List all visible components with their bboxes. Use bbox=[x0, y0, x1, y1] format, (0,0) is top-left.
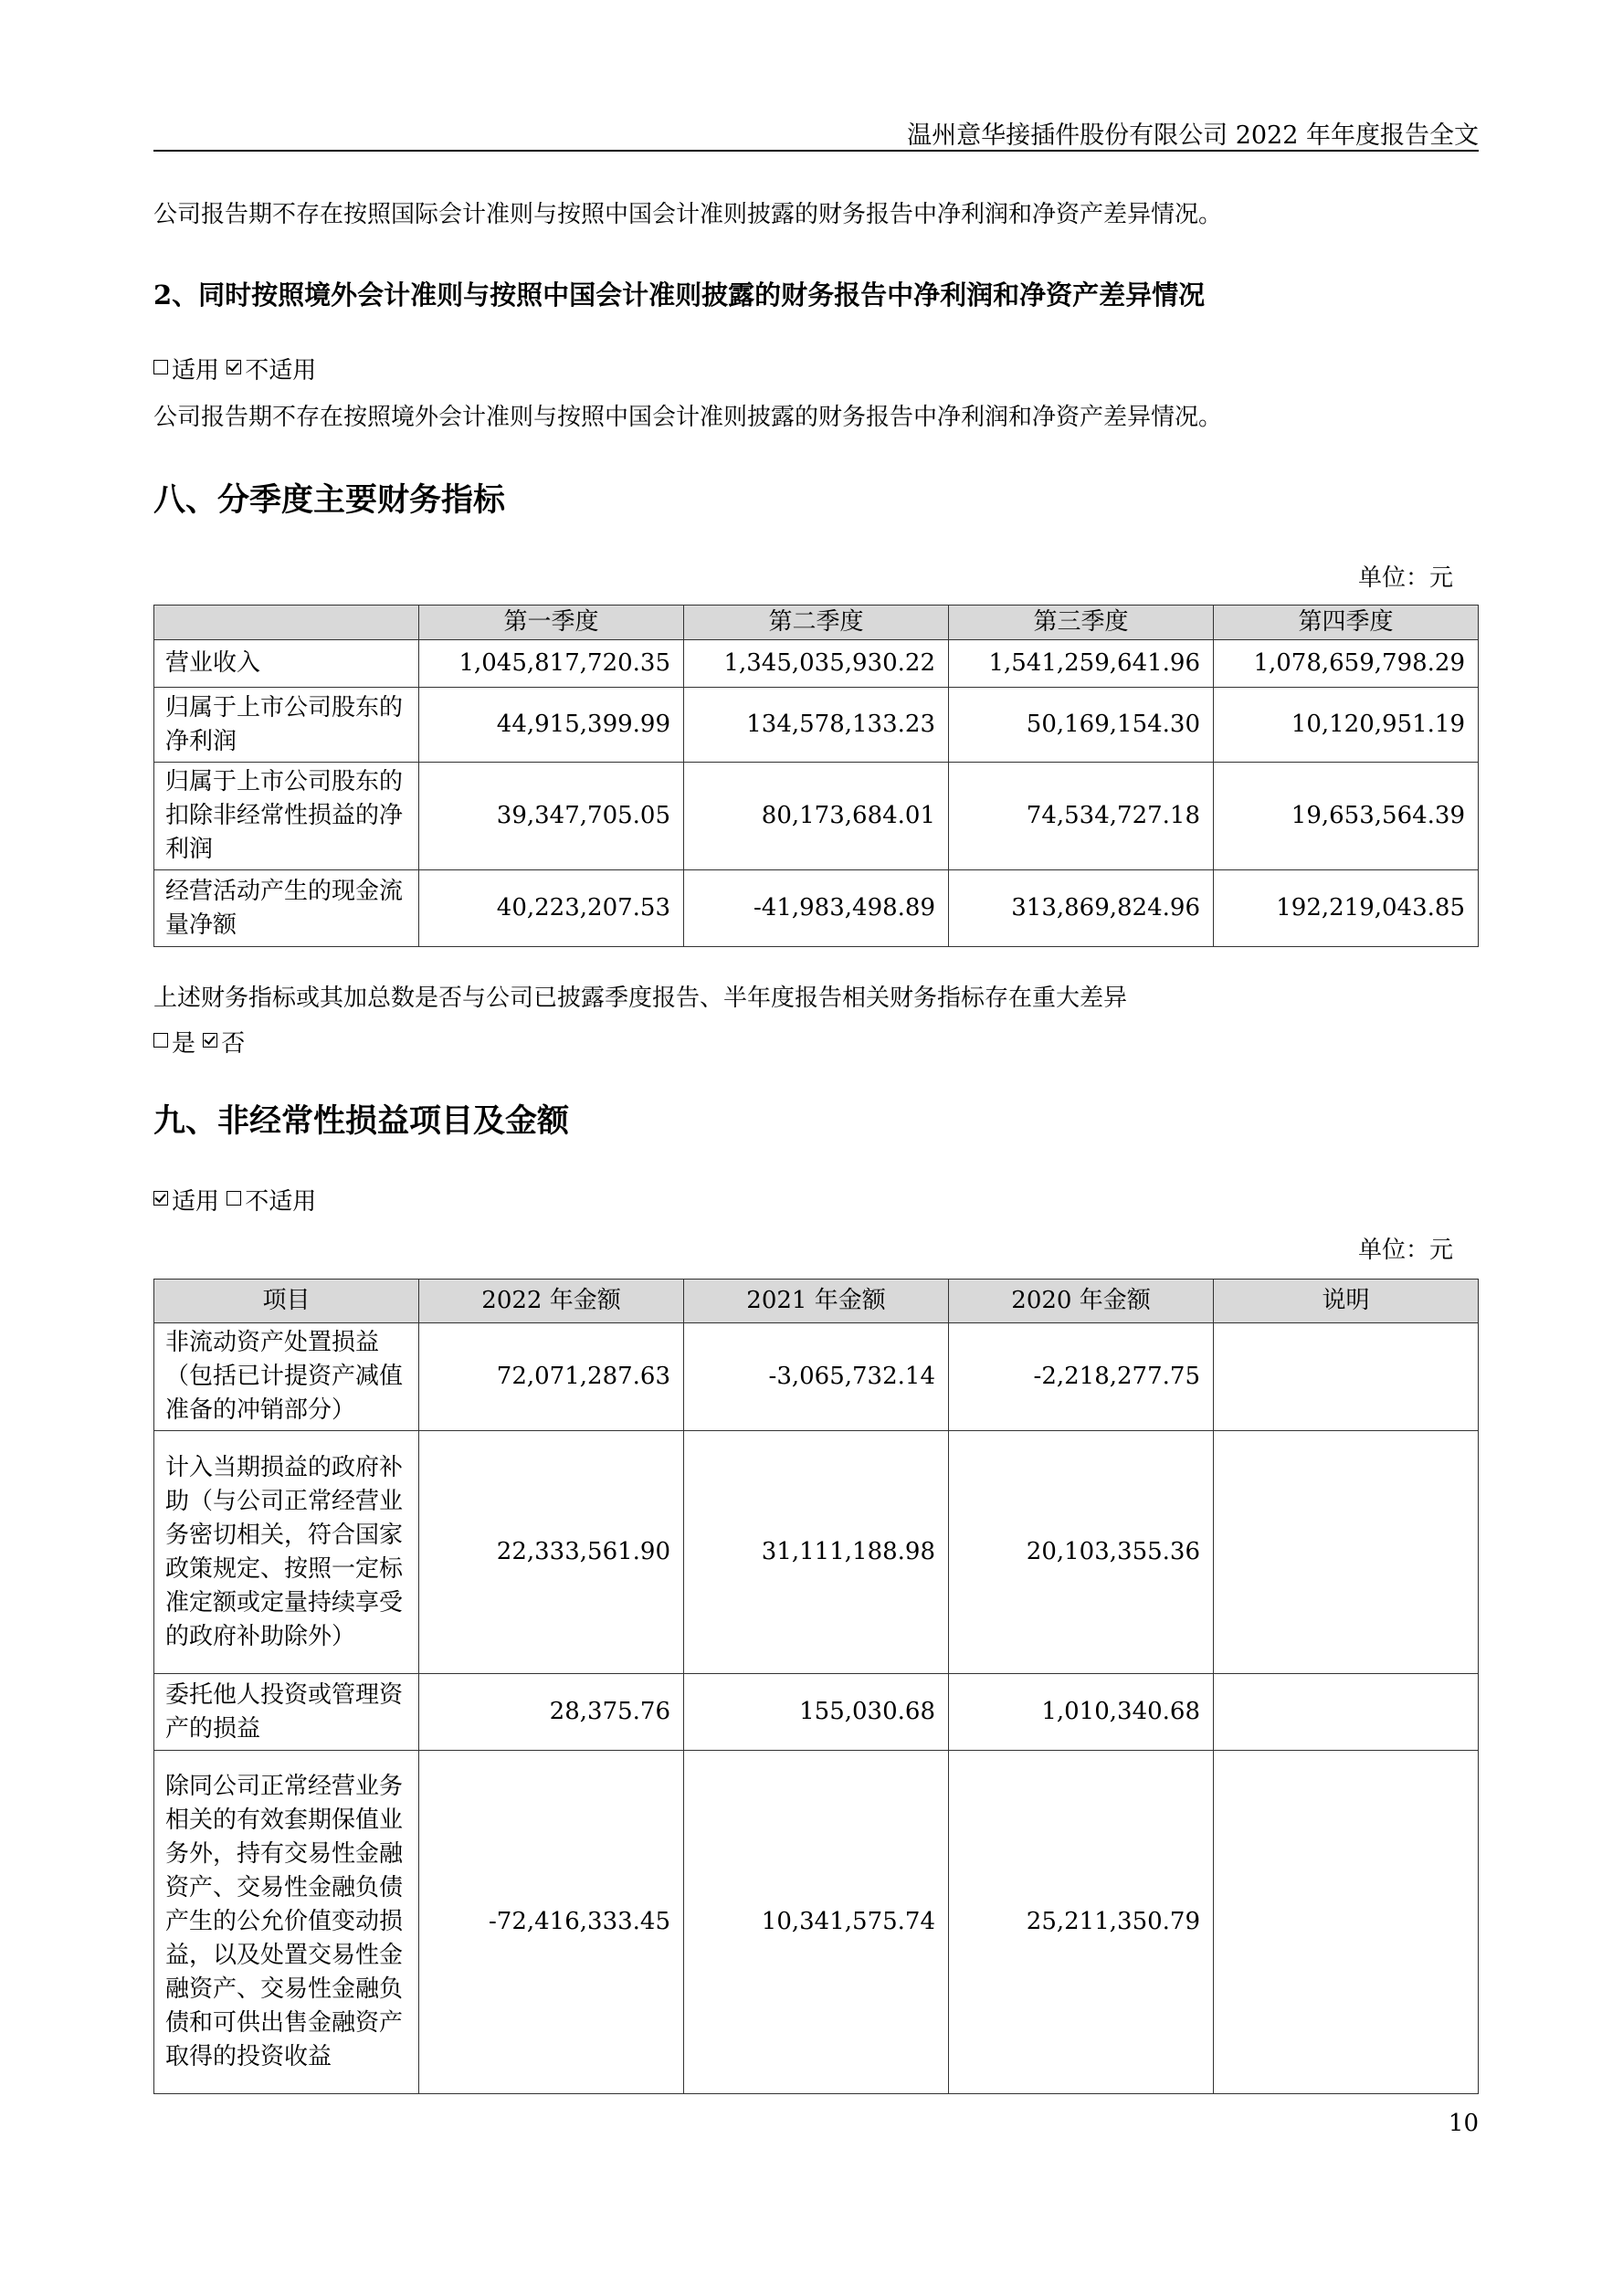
not-applicable-checkbox[interactable] bbox=[227, 1191, 241, 1206]
foreign-standards-heading: 2、同时按照境外会计准则与按照中国会计准则披露的财务报告中净利润和净资产差异情况 bbox=[153, 279, 1206, 311]
page-number: 10 bbox=[1448, 2110, 1479, 2137]
table-row bbox=[154, 1323, 1479, 1431]
variance-question: 上述财务指标或其加总数是否与公司已披露季度报告、半年度报告相关财务指标存在重大差异 bbox=[153, 985, 1128, 1012]
value-cell: 134,578,133.23 bbox=[684, 688, 949, 763]
yes-checkbox[interactable] bbox=[153, 1033, 168, 1048]
quarterly-table bbox=[153, 605, 1479, 947]
table-row bbox=[154, 640, 1479, 688]
value-cell: 80,173,684.01 bbox=[684, 763, 949, 870]
foreign-difference-note: 公司报告期不存在按照境外会计准则与按照中国会计准则披露的财务报告中净利润和净资产差异情况。 bbox=[153, 404, 1223, 431]
row-label: 计入当期损益的政府补助（与公司正常经营业务密切相关，符合国家政策规定、按照一定标准定额或定量持续享受的政府补助除外） bbox=[154, 1431, 419, 1674]
header-cell bbox=[154, 606, 419, 640]
quarterly-indicators-heading: 八、分季度主要财务指标 bbox=[153, 481, 506, 519]
not-applicable-checkbox[interactable] bbox=[227, 360, 241, 374]
table-row bbox=[154, 1674, 1479, 1751]
variance-answer: 是 否 bbox=[153, 1025, 245, 1058]
row-label: 营业收入 bbox=[154, 640, 419, 688]
applicable-checkbox[interactable] bbox=[153, 1191, 168, 1206]
value-cell: 20,103,355.36 bbox=[949, 1431, 1214, 1674]
no-checkbox[interactable] bbox=[203, 1033, 217, 1048]
non-recurring-table bbox=[153, 1279, 1479, 2094]
header-cell: 2022 年金额 bbox=[419, 1280, 684, 1323]
header-cell: 2020 年金额 bbox=[949, 1280, 1214, 1323]
table-row bbox=[154, 688, 1479, 763]
value-cell: 1,010,340.68 bbox=[949, 1674, 1214, 1751]
value-cell bbox=[1214, 1323, 1479, 1431]
report-header-title: 温州意华接插件股份有限公司 2022 年年度报告全文 bbox=[907, 121, 1479, 150]
value-cell: 10,341,575.74 bbox=[684, 1751, 949, 2094]
value-cell: 44,915,399.99 bbox=[419, 688, 684, 763]
value-cell: -3,065,732.14 bbox=[684, 1323, 949, 1431]
value-cell: -2,218,277.75 bbox=[949, 1323, 1214, 1431]
unit-label: 单位：元 bbox=[1357, 564, 1453, 592]
value-cell: 40,223,207.53 bbox=[419, 870, 684, 947]
value-cell: 1,045,817,720.35 bbox=[419, 640, 684, 688]
header-cell: 项目 bbox=[154, 1280, 419, 1323]
row-label: 归属于上市公司股东的扣除非经常性损益的净利润 bbox=[154, 763, 419, 870]
value-cell bbox=[1214, 1751, 1479, 2094]
row-label: 非流动资产处置损益（包括已计提资产减值准备的冲销部分） bbox=[154, 1323, 419, 1431]
row-label: 经营活动产生的现金流量净额 bbox=[154, 870, 419, 947]
table-row bbox=[154, 763, 1479, 870]
table-header-row bbox=[154, 606, 1479, 640]
value-cell: 10,120,951.19 bbox=[1214, 688, 1479, 763]
value-cell: 19,653,564.39 bbox=[1214, 763, 1479, 870]
header-divider bbox=[153, 150, 1479, 152]
row-label: 归属于上市公司股东的净利润 bbox=[154, 688, 419, 763]
value-cell: 192,219,043.85 bbox=[1214, 870, 1479, 947]
foreign-standards-applicability: 适用 不适用 bbox=[153, 352, 316, 385]
value-cell: 74,534,727.18 bbox=[949, 763, 1214, 870]
value-cell: 39,347,705.05 bbox=[419, 763, 684, 870]
value-cell: 28,375.76 bbox=[419, 1674, 684, 1751]
value-cell bbox=[1214, 1674, 1479, 1751]
value-cell: 1,345,035,930.22 bbox=[684, 640, 949, 688]
non-recurring-heading: 九、非经常性损益项目及金额 bbox=[153, 1102, 570, 1140]
value-cell: 155,030.68 bbox=[684, 1674, 949, 1751]
value-cell bbox=[1214, 1431, 1479, 1674]
header-cell: 2021 年金额 bbox=[684, 1280, 949, 1323]
value-cell: 25,211,350.79 bbox=[949, 1751, 1214, 2094]
header-cell: 第四季度 bbox=[1214, 606, 1479, 640]
value-cell: -72,416,333.45 bbox=[419, 1751, 684, 2094]
header-cell: 第三季度 bbox=[949, 606, 1214, 640]
table-row bbox=[154, 1751, 1479, 2094]
table-header-row bbox=[154, 1280, 1479, 1323]
row-label: 委托他人投资或管理资产的损益 bbox=[154, 1674, 419, 1751]
table-row bbox=[154, 1431, 1479, 1674]
non-recurring-applicability: 适用 不适用 bbox=[153, 1183, 316, 1216]
unit-label: 单位：元 bbox=[1357, 1237, 1453, 1264]
ifrs-difference-note: 公司报告期不存在按照国际会计准则与按照中国会计准则披露的财务报告中净利润和净资产差异情况。 bbox=[153, 201, 1223, 228]
value-cell: -41,983,498.89 bbox=[684, 870, 949, 947]
value-cell: 22,333,561.90 bbox=[419, 1431, 684, 1674]
applicable-checkbox[interactable] bbox=[153, 360, 168, 374]
header-cell: 第二季度 bbox=[684, 606, 949, 640]
header-cell: 说明 bbox=[1214, 1280, 1479, 1323]
table-row bbox=[154, 870, 1479, 947]
value-cell: 313,869,824.96 bbox=[949, 870, 1214, 947]
value-cell: 72,071,287.63 bbox=[419, 1323, 684, 1431]
value-cell: 1,541,259,641.96 bbox=[949, 640, 1214, 688]
value-cell: 50,169,154.30 bbox=[949, 688, 1214, 763]
value-cell: 31,111,188.98 bbox=[684, 1431, 949, 1674]
row-label: 除同公司正常经营业务相关的有效套期保值业务外，持有交易性金融资产、交易性金融负债产生的公允价值变动损益，以及处置交易性金融资产、交易性金融负债和可供出售金融资产取得的投资收益 bbox=[154, 1751, 419, 2094]
value-cell: 1,078,659,798.29 bbox=[1214, 640, 1479, 688]
header-cell: 第一季度 bbox=[419, 606, 684, 640]
